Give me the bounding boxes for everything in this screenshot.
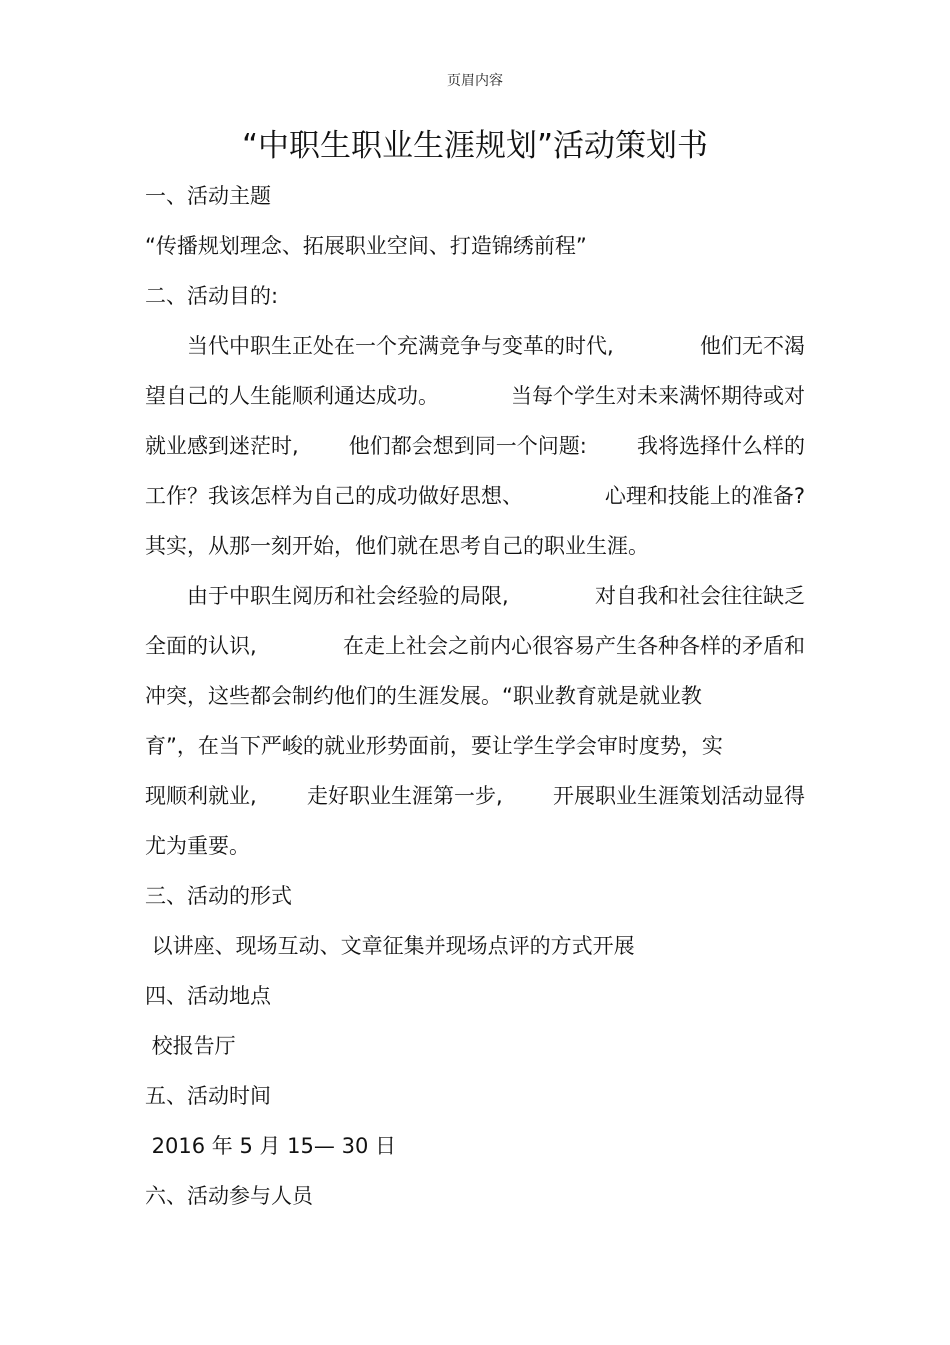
paragraph-line: 当代中职生正处在一个充满竞争与变革的时代, 他们无不渴	[145, 334, 805, 358]
paragraph-line: 工作？我该怎样为自己的成功做好思想、 心理和技能上的准备?	[145, 484, 805, 508]
paragraph-line: 育”，在当下严峻的就业形势面前，要让学生学会审时度势，实	[145, 734, 723, 758]
paragraph-line: 冲突，这些都会制约他们的生涯发展。“职业教育就是就业教	[145, 684, 702, 708]
paragraph-line: 全面的认识, 在走上社会之前内心很容易产生各种各样的矛盾和	[145, 634, 805, 658]
section-heading-purpose: 二、活动目的:	[145, 284, 279, 308]
document-title: “中职生职业生涯规划”活动策划书	[241, 128, 709, 164]
theme-text: “传播规划理念、拓展职业空间、打造锦绣前程”	[145, 234, 587, 258]
paragraph-line: 尤为重要。	[145, 834, 250, 858]
location-text: 校报告厅	[145, 1034, 236, 1058]
section-heading-format: 三、活动的形式	[145, 884, 292, 908]
paragraph-line: 由于中职生阅历和社会经验的局限, 对自我和社会往往缺乏	[145, 584, 805, 608]
section-heading-theme: 一、活动主题	[145, 184, 271, 208]
format-text: 以讲座、现场互动、文章征集并现场点评的方式开展	[145, 934, 635, 958]
paragraph-line: 就业感到迷茫时, 他们都会想到同一个问题: 我将选择什么样的	[145, 434, 805, 458]
section-heading-location: 四、活动地点	[145, 984, 271, 1008]
paragraph-line: 现顺利就业, 走好职业生涯第一步, 开展职业生涯策划活动显得	[145, 784, 805, 808]
paragraph-line: 望自己的人生能顺利通达成功。 当每个学生对未来满怀期待或对	[145, 384, 805, 408]
section-heading-time: 五、活动时间	[145, 1084, 271, 1108]
time-text: 2016 年 5 月 15— 30 日	[145, 1134, 396, 1158]
section-heading-participants: 六、活动参与人员	[145, 1184, 313, 1208]
paragraph-line: 其实，从那一刻开始，他们就在思考自己的职业生涯。	[145, 534, 649, 558]
page-header: 页眉内容	[447, 73, 503, 89]
